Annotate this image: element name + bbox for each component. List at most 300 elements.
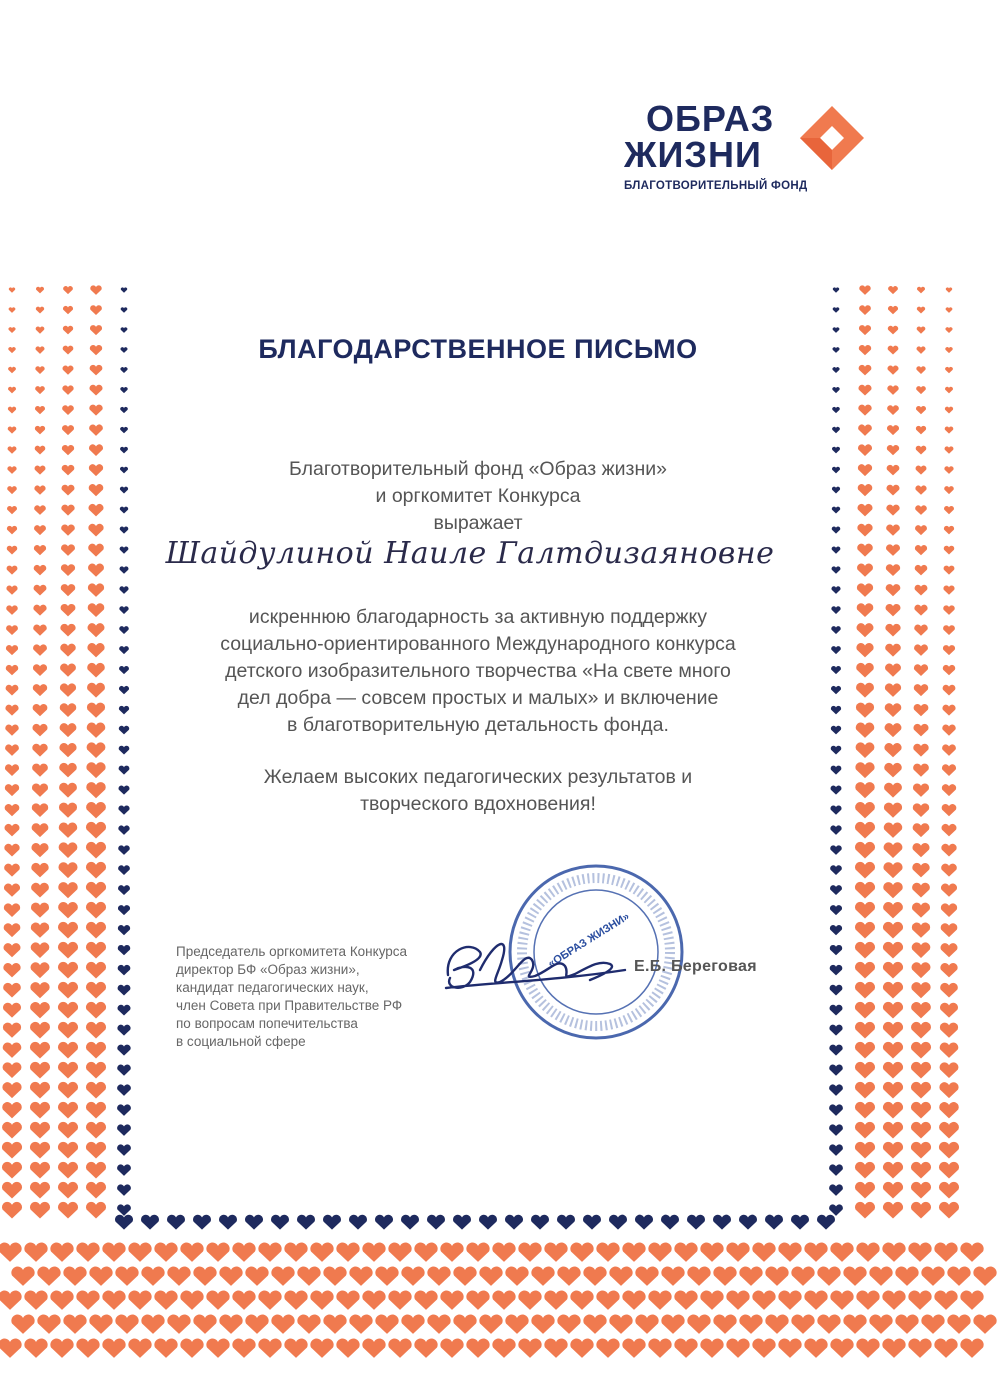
heart-shape bbox=[362, 1339, 385, 1358]
heart-shape bbox=[833, 287, 839, 292]
heart-shape bbox=[4, 903, 20, 917]
heart-shape bbox=[887, 385, 898, 394]
heart-shape bbox=[37, 1315, 60, 1334]
heart-shape bbox=[855, 1002, 875, 1019]
handwritten-signature bbox=[440, 930, 630, 1000]
heart-shape bbox=[804, 1243, 827, 1262]
heart-shape bbox=[857, 544, 873, 557]
heart-shape bbox=[120, 367, 127, 373]
heart-shape bbox=[531, 1315, 554, 1334]
heart-shape bbox=[453, 1267, 476, 1286]
heart-shape bbox=[914, 605, 927, 616]
heart-shape bbox=[32, 744, 47, 757]
heart-shape bbox=[7, 566, 18, 575]
heart-shape bbox=[33, 644, 47, 655]
heart-shape bbox=[3, 983, 21, 998]
heart-shape bbox=[61, 505, 74, 516]
heart-shape bbox=[62, 405, 74, 415]
heart-shape bbox=[765, 1267, 788, 1286]
heart-shape bbox=[30, 982, 49, 998]
heart-shape bbox=[58, 1062, 78, 1079]
heart-shape bbox=[76, 1339, 99, 1358]
heart-shape bbox=[944, 546, 955, 555]
heart-shape bbox=[61, 524, 75, 535]
heart-shape bbox=[942, 725, 955, 736]
heart-shape bbox=[887, 425, 899, 435]
heart-shape bbox=[939, 1102, 959, 1118]
heart-shape bbox=[232, 1243, 255, 1262]
heart-shape bbox=[5, 804, 20, 816]
heart-shape bbox=[58, 942, 78, 959]
heart-shape bbox=[232, 1339, 255, 1358]
heart-shape bbox=[120, 527, 129, 534]
heart-shape bbox=[884, 803, 902, 818]
heart-shape bbox=[479, 1315, 502, 1334]
heart-shape bbox=[154, 1291, 177, 1310]
heart-shape bbox=[505, 1315, 528, 1334]
heart-shape bbox=[916, 466, 927, 475]
wishes-line: Желаем высоких педагогических результатов и bbox=[263, 766, 693, 788]
heart-shape bbox=[855, 982, 875, 999]
heart-shape bbox=[58, 1122, 78, 1139]
heart-shape bbox=[883, 962, 903, 979]
heart-shape bbox=[832, 427, 840, 433]
heart-shape bbox=[86, 782, 105, 798]
heart-shape bbox=[939, 1162, 959, 1179]
heart-shape bbox=[817, 1315, 840, 1334]
heart-shape bbox=[518, 1243, 541, 1262]
heart-shape bbox=[30, 962, 49, 978]
heart-shape bbox=[833, 307, 840, 312]
heart-shape bbox=[914, 704, 929, 716]
heart-shape bbox=[118, 825, 129, 834]
heart-shape bbox=[947, 1315, 970, 1334]
heart-shape bbox=[3, 1023, 21, 1038]
heart-shape bbox=[915, 565, 928, 575]
heart-shape bbox=[258, 1339, 281, 1358]
heart-shape bbox=[856, 1243, 879, 1262]
heart-shape bbox=[50, 1291, 73, 1310]
heart-shape bbox=[9, 327, 16, 333]
heart-shape bbox=[118, 1005, 131, 1016]
heart-shape bbox=[855, 1182, 875, 1199]
heart-shape bbox=[855, 782, 874, 798]
heart-shape bbox=[944, 566, 955, 575]
heart-shape bbox=[855, 842, 875, 859]
heart-shape bbox=[886, 524, 900, 535]
heart-shape bbox=[6, 605, 18, 615]
heart-shape bbox=[912, 923, 930, 938]
heart-shape bbox=[941, 824, 956, 836]
heart-shape bbox=[832, 367, 839, 373]
heart-shape bbox=[882, 1243, 905, 1262]
heart-shape bbox=[941, 864, 957, 877]
heart-shape bbox=[804, 1339, 827, 1358]
heart-shape bbox=[492, 1243, 515, 1262]
heart-shape bbox=[859, 305, 871, 315]
heart-shape bbox=[35, 366, 44, 374]
heart-shape bbox=[883, 882, 902, 898]
heart-shape bbox=[297, 1315, 320, 1334]
heart-shape bbox=[856, 643, 873, 657]
heart-shape bbox=[960, 1291, 983, 1310]
heart-shape bbox=[700, 1291, 723, 1310]
heart-shape bbox=[944, 466, 953, 474]
heart-shape bbox=[942, 705, 955, 716]
heart-shape bbox=[388, 1291, 411, 1310]
heart-shape bbox=[913, 724, 928, 737]
heart-shape bbox=[739, 1267, 762, 1286]
heart-shape bbox=[883, 1042, 903, 1059]
heart-shape bbox=[479, 1267, 502, 1286]
heart-shape bbox=[942, 744, 956, 755]
heart-shape bbox=[817, 1267, 840, 1286]
heart-shape bbox=[941, 884, 957, 897]
heart-shape bbox=[58, 1042, 78, 1059]
heart-shape bbox=[3, 963, 20, 977]
heart-shape bbox=[58, 862, 77, 878]
heart-shape bbox=[911, 962, 930, 978]
heart-shape bbox=[117, 1084, 131, 1095]
heart-shape bbox=[119, 746, 130, 755]
body-line: искреннюю благодарность за активную поддержку bbox=[248, 606, 708, 628]
heart-shape bbox=[86, 962, 106, 979]
heart-shape bbox=[917, 287, 925, 294]
heart-shape bbox=[505, 1215, 523, 1230]
heart-shape bbox=[973, 1315, 996, 1334]
heart-shape bbox=[32, 783, 48, 796]
heart-shape bbox=[0, 1339, 22, 1358]
heart-shape bbox=[323, 1267, 346, 1286]
heart-shape bbox=[5, 784, 19, 796]
heart-shape bbox=[86, 822, 106, 839]
heart-shape bbox=[916, 406, 926, 414]
heart-shape bbox=[89, 1267, 112, 1286]
heart-shape bbox=[35, 406, 45, 414]
heart-shape bbox=[884, 842, 903, 858]
heart-shape bbox=[882, 1291, 905, 1310]
heart-shape bbox=[883, 1162, 903, 1179]
heart-shape bbox=[86, 882, 106, 899]
heart-shape bbox=[60, 664, 76, 677]
heart-shape bbox=[102, 1291, 125, 1310]
heart-shape bbox=[118, 965, 131, 975]
heart-shape bbox=[87, 742, 106, 758]
heart-shape bbox=[33, 684, 47, 696]
heart-shape bbox=[830, 1005, 843, 1016]
heart-shape bbox=[914, 664, 928, 676]
heart-shape bbox=[887, 366, 898, 375]
heart-shape bbox=[9, 307, 16, 313]
heart-shape bbox=[76, 1291, 99, 1310]
heart-shape bbox=[89, 1315, 112, 1334]
heart-shape bbox=[916, 366, 925, 374]
heart-shape bbox=[466, 1339, 489, 1358]
heart-shape bbox=[58, 902, 78, 918]
heart-shape bbox=[778, 1291, 801, 1310]
heart-shape bbox=[61, 544, 75, 556]
heart-shape bbox=[336, 1243, 359, 1262]
heart-shape bbox=[713, 1215, 731, 1230]
heart-shape bbox=[58, 1162, 78, 1179]
heart-shape bbox=[934, 1291, 957, 1310]
heart-shape bbox=[778, 1339, 801, 1358]
heart-shape bbox=[885, 703, 902, 717]
heart-shape bbox=[30, 1182, 50, 1199]
heart-shape bbox=[674, 1243, 697, 1262]
heart-shape bbox=[856, 663, 874, 678]
heart-shape bbox=[943, 645, 955, 655]
intro-line: и оргкомитет Конкурса bbox=[375, 485, 581, 507]
signer-name: Е.Б. Береговая bbox=[634, 958, 757, 975]
heart-shape bbox=[830, 905, 842, 915]
heart-shape bbox=[855, 1162, 875, 1179]
heart-shape bbox=[89, 504, 104, 516]
heart-shape bbox=[219, 1267, 242, 1286]
heart-shape bbox=[59, 783, 77, 798]
heart-shape bbox=[934, 1339, 957, 1358]
heart-shape bbox=[943, 585, 954, 594]
heart-shape bbox=[831, 766, 842, 775]
signer-position-line: Председатель оргкомитета Конкурса bbox=[176, 944, 408, 959]
heart-shape bbox=[912, 903, 930, 918]
heart-shape bbox=[855, 942, 875, 959]
heart-shape bbox=[791, 1215, 809, 1230]
heart-shape bbox=[58, 1002, 78, 1019]
heart-shape bbox=[921, 1267, 944, 1286]
heart-shape bbox=[946, 327, 953, 333]
heart-shape bbox=[120, 467, 128, 474]
heart-shape bbox=[86, 1122, 106, 1139]
heart-shape bbox=[30, 1102, 50, 1119]
heart-shape bbox=[31, 843, 48, 857]
heart-shape bbox=[887, 465, 900, 476]
heart-shape bbox=[752, 1339, 775, 1358]
heart-shape bbox=[912, 863, 929, 877]
heart-shape bbox=[945, 367, 953, 373]
heart-shape bbox=[830, 965, 843, 975]
heart-shape bbox=[833, 327, 840, 333]
heart-shape bbox=[2, 1182, 22, 1199]
heart-shape bbox=[453, 1315, 476, 1334]
heart-shape bbox=[24, 1243, 47, 1262]
heart-shape bbox=[37, 1267, 60, 1286]
heart-shape bbox=[59, 743, 76, 757]
recipient-name: Шайдулиной Наиле Галтдизаяновне bbox=[165, 536, 775, 571]
heart-shape bbox=[960, 1243, 983, 1262]
heart-shape bbox=[883, 862, 902, 878]
heart-shape bbox=[86, 922, 106, 939]
heart-shape bbox=[911, 982, 930, 998]
heart-shape bbox=[0, 1243, 22, 1262]
heart-shape bbox=[62, 366, 73, 375]
heart-shape bbox=[362, 1291, 385, 1310]
heart-shape bbox=[884, 763, 901, 778]
heart-shape bbox=[943, 625, 955, 635]
heart-shape bbox=[154, 1339, 177, 1358]
heart-shape bbox=[34, 545, 46, 555]
heart-shape bbox=[87, 703, 105, 718]
heart-shape bbox=[687, 1215, 705, 1230]
heart-shape bbox=[911, 1102, 931, 1119]
heart-shape bbox=[635, 1315, 658, 1334]
heart-shape bbox=[855, 1142, 875, 1159]
heart-shape bbox=[622, 1339, 645, 1358]
heart-shape bbox=[121, 287, 127, 292]
heart-shape bbox=[61, 564, 75, 576]
heart-shape bbox=[297, 1215, 315, 1230]
heart-shape bbox=[855, 1022, 875, 1039]
heart-shape bbox=[596, 1339, 619, 1358]
heart-shape bbox=[310, 1339, 333, 1358]
heart-shape bbox=[8, 446, 17, 453]
heart-shape bbox=[401, 1315, 424, 1334]
heart-shape bbox=[118, 945, 130, 955]
heart-shape bbox=[752, 1291, 775, 1310]
heart-shape bbox=[609, 1215, 627, 1230]
heart-shape bbox=[414, 1339, 437, 1358]
heart-shape bbox=[36, 326, 45, 333]
heart-shape bbox=[817, 1215, 835, 1230]
heart-shape bbox=[86, 1002, 106, 1019]
heart-shape bbox=[466, 1243, 489, 1262]
heart-shape bbox=[941, 943, 958, 957]
heart-shape bbox=[154, 1243, 177, 1262]
heart-shape bbox=[945, 427, 954, 434]
heart-shape bbox=[62, 425, 74, 435]
heart-shape bbox=[829, 1144, 843, 1155]
heart-shape bbox=[2, 1162, 22, 1179]
heart-shape bbox=[934, 1243, 957, 1262]
body-line: в благотворительную детальность фонда. bbox=[287, 714, 669, 736]
heart-shape bbox=[583, 1267, 606, 1286]
heart-shape bbox=[58, 1142, 78, 1159]
heart-shape bbox=[913, 783, 929, 796]
heart-shape bbox=[648, 1243, 671, 1262]
heart-shape bbox=[7, 486, 17, 494]
heart-shape bbox=[11, 1315, 34, 1334]
heart-shape bbox=[883, 1202, 903, 1219]
heart-shape bbox=[945, 446, 954, 453]
heart-shape bbox=[830, 1291, 853, 1310]
heart-shape bbox=[887, 485, 900, 496]
heart-shape bbox=[915, 545, 927, 555]
heart-shape bbox=[401, 1215, 419, 1230]
heart-shape bbox=[856, 1339, 879, 1358]
heart-shape bbox=[117, 1204, 131, 1215]
heart-shape bbox=[86, 1042, 106, 1059]
heart-shape bbox=[30, 1062, 50, 1079]
heart-shape bbox=[915, 525, 927, 535]
heart-shape bbox=[120, 507, 128, 514]
heart-shape bbox=[87, 683, 105, 698]
heart-shape bbox=[120, 487, 128, 494]
heart-shape bbox=[855, 1202, 875, 1219]
heart-shape bbox=[90, 285, 101, 294]
heart-shape bbox=[883, 1182, 903, 1199]
heart-shape bbox=[58, 962, 78, 979]
heart-shape bbox=[944, 526, 954, 534]
heart-shape bbox=[829, 1084, 843, 1095]
heart-shape bbox=[86, 1102, 106, 1119]
heart-shape bbox=[440, 1339, 463, 1358]
heart-shape bbox=[939, 1082, 958, 1098]
heart-shape bbox=[118, 905, 130, 915]
heart-shape bbox=[921, 1315, 944, 1334]
heart-shape bbox=[518, 1339, 541, 1358]
heart-shape bbox=[895, 1315, 918, 1334]
heart-shape bbox=[505, 1267, 528, 1286]
heart-shape bbox=[832, 546, 841, 553]
heart-shape bbox=[518, 1291, 541, 1310]
heart-shape bbox=[914, 684, 928, 696]
heart-shape bbox=[888, 286, 898, 294]
heart-shape bbox=[120, 427, 128, 433]
heart-shape bbox=[59, 823, 77, 838]
heart-shape bbox=[635, 1215, 653, 1230]
stamp-label: «ОБРАЗ ЖИЗНИ» bbox=[546, 910, 632, 971]
heart-shape bbox=[245, 1215, 263, 1230]
heart-shape bbox=[31, 942, 50, 958]
heart-shape bbox=[87, 643, 104, 657]
heart-shape bbox=[943, 605, 955, 615]
heart-shape bbox=[913, 823, 930, 837]
heart-shape bbox=[117, 1045, 130, 1056]
heart-shape bbox=[888, 306, 898, 314]
heart-shape bbox=[60, 723, 77, 737]
heart-shape bbox=[35, 386, 45, 394]
heart-shape bbox=[726, 1339, 749, 1358]
heart-shape bbox=[167, 1315, 190, 1334]
heart-shape bbox=[857, 623, 874, 637]
heart-shape bbox=[86, 982, 106, 999]
heart-shape bbox=[121, 307, 128, 312]
heart-shape bbox=[739, 1215, 757, 1230]
heart-shape bbox=[63, 1315, 86, 1334]
heart-shape bbox=[33, 664, 47, 676]
heart-shape bbox=[30, 1042, 50, 1059]
heart-shape bbox=[58, 1102, 78, 1119]
heart-shape bbox=[940, 1003, 958, 1018]
heart-shape bbox=[946, 307, 953, 313]
heart-shape bbox=[2, 1082, 21, 1098]
heart-shape bbox=[885, 723, 902, 737]
heart-shape bbox=[830, 865, 842, 875]
heart-shape bbox=[310, 1243, 333, 1262]
heart-shape bbox=[119, 686, 129, 694]
heart-shape bbox=[88, 564, 104, 577]
heart-shape bbox=[118, 885, 130, 895]
heart-shape bbox=[284, 1339, 307, 1358]
heart-shape bbox=[30, 1162, 50, 1179]
logo-text-line1: ОБРАЗ bbox=[646, 98, 775, 139]
heart-shape bbox=[886, 564, 900, 576]
heart-shape bbox=[32, 803, 48, 817]
heart-shape bbox=[911, 1042, 931, 1059]
heart-shape bbox=[128, 1243, 151, 1262]
heart-shape bbox=[858, 424, 872, 435]
heart-shape bbox=[466, 1291, 489, 1310]
heart-shape bbox=[30, 1122, 50, 1139]
heart-shape bbox=[945, 407, 953, 414]
heart-shape bbox=[886, 584, 901, 596]
heart-shape bbox=[31, 903, 49, 918]
heart-shape bbox=[945, 387, 953, 394]
heart-shape bbox=[349, 1315, 372, 1334]
heart-shape bbox=[336, 1339, 359, 1358]
heart-shape bbox=[843, 1315, 866, 1334]
heart-shape bbox=[869, 1315, 892, 1334]
